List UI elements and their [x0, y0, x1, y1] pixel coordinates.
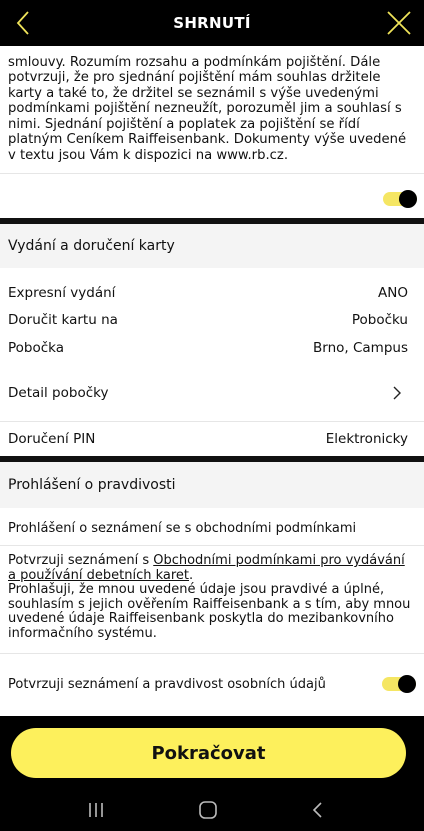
row-label: Detail pobočky: [8, 385, 109, 401]
close-icon[interactable]: [386, 10, 412, 36]
divider: [0, 421, 424, 422]
terms-suffix: .: [189, 567, 194, 583]
page-title: SHRNUTÍ: [173, 14, 251, 32]
row-branch: [8, 337, 408, 359]
insurance-consent-text: [8, 46, 416, 179]
recent-apps-icon[interactable]: [84, 798, 108, 822]
row-label: Doručit kartu na: [8, 312, 118, 328]
row-express-issue: [8, 282, 408, 304]
chevron-right-icon: [392, 385, 402, 401]
back-nav-icon[interactable]: [306, 798, 330, 822]
row-label: Expresní vydání: [8, 285, 116, 301]
home-icon[interactable]: [196, 798, 220, 822]
confirm-label: Potvrzuji seznámení a pravdivost osobních údajů: [8, 676, 326, 692]
terms-prefix: Potvrzuji seznámení s: [8, 553, 154, 568]
terms-heading-text: Prohlášení o seznámení se s obchodními podmínkami: [8, 520, 357, 536]
back-chevron-icon[interactable]: [14, 10, 34, 36]
toggle-knob: [398, 675, 416, 693]
row-value: Pobočku: [351, 312, 408, 328]
row-value: ANO: [378, 285, 408, 301]
system-nav-bar: [0, 790, 424, 831]
confirm-declaration-toggle[interactable]: [382, 675, 416, 693]
divider: [0, 653, 424, 654]
section-title: Prohlášení o pravdivosti: [8, 477, 176, 493]
terms-link[interactable]: Obchodními podmínkami pro vydávání a používání debetních karet: [8, 553, 405, 583]
insurance-consent-toggle[interactable]: [383, 190, 417, 208]
terms-paragraph: [8, 554, 412, 641]
terms-heading: [8, 518, 408, 538]
declaration-body: Prohlašuji, že mnou uvedené údaje jsou pravdivé a úplné, souhlasím s jejich ověřením Raiffeisenbank a s tím, aby mnou uvedené údaje Raiffeisenbank poskytla do mezibankovního informačního systému.: [8, 582, 411, 641]
top-bar: [0, 0, 424, 46]
row-label: Doručení PIN: [8, 431, 96, 447]
summary-content[interactable]: [0, 46, 424, 716]
divider: [0, 173, 424, 174]
row-value: Elektronicky: [325, 431, 408, 447]
continue-button[interactable]: Pokračovat: [11, 728, 406, 778]
toggle-knob: [399, 190, 417, 208]
confirm-row: [8, 673, 408, 695]
row-value: Brno, Campus: [313, 340, 408, 356]
section-declaration-header: [0, 462, 424, 508]
divider: [0, 545, 424, 546]
footer: [0, 716, 424, 831]
row-deliver-card-to: [8, 309, 408, 331]
row-label: Pobočka: [8, 340, 65, 356]
branch-detail-link[interactable]: [8, 380, 408, 406]
row-pin-delivery: [8, 428, 408, 450]
section-title: Vydání a doručení karty: [8, 238, 175, 254]
section-card-delivery-header: [0, 224, 424, 268]
consent-paragraph: smlouvy. Rozumím rozsahu a podmínkám pojištění. Dále potvrzuji, že pro sjednání pojištění mám souhlas držitele karty a také to, že držitel se seznámil s výše uvedenými podmínkami pojištění nezneužít, porozuměl jim a souhlasí s nimi. Sjednání pojištění a poplatek za pojištění se řídí platným Ceníkem Raiffeisenbank. Dokumenty výše uvedené v textu jsou Vám k dispozici na www.rb.cz.: [8, 54, 407, 163]
